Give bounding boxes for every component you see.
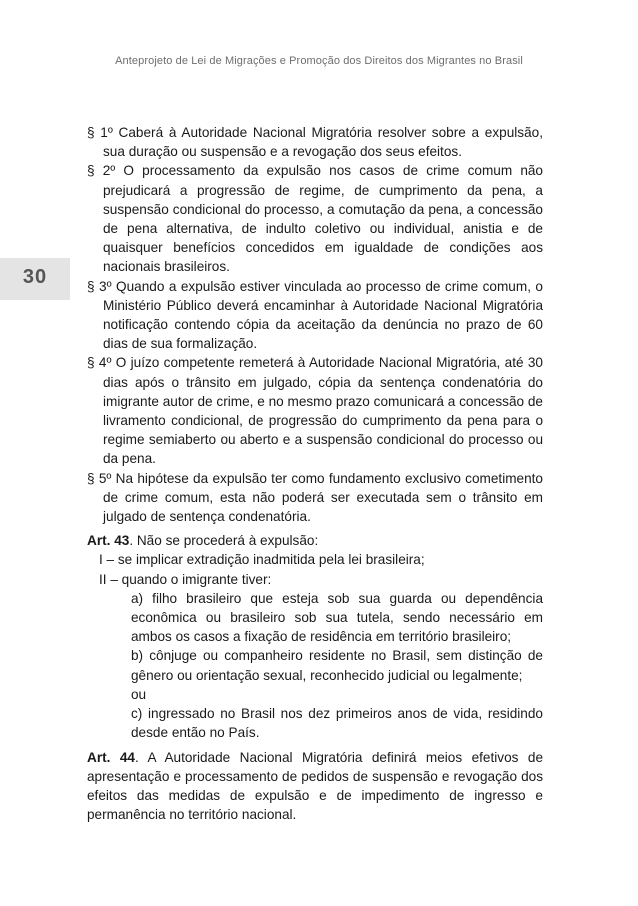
paragraph-5: § 5º Na hipótese da expulsão ter como fundamento exclusivo cometimento de crime comum, esta não poderá ser executada sem o trânsito em julgado de sentença condenatória. (87, 470, 543, 525)
article-44-label: Art. 44 (87, 749, 135, 765)
article-43-sub-a: a) filho brasileiro que esteja sob sua guarda ou dependência econômica ou brasileiro sob sua tutela, sendo necessário em ambos os casos a fixação de residência em território brasileiro; (131, 590, 543, 645)
article-44 (87, 748, 543, 825)
page-number: 30 (22, 266, 48, 288)
article-43-sub-or: ou (131, 686, 147, 702)
paragraph-1: § 1º Caberá à Autoridade Nacional Migratória resolver sobre a expulsão, sua duração ou suspensão e a revogação dos seus efeitos. (87, 125, 543, 160)
article-43-sub-b: b) cônjuge ou companheiro residente no Brasil, sem distinção de gênero ou orientação sexual, reconhecido judicial ou legalmente; (131, 648, 543, 683)
paragraph-4: § 4º O juízo competente remeterá à Autoridade Nacional Migratória, até 30 dias após o trânsito em julgado, cópia da sentença condenatória do imigrante autor de crime, e no mesmo prazo comunicará a concessão de livramento condicional, de progressão do cumprimento da pena para o regime semiaberto ou aberto e a suspensão condicional do processo ou da pena. (87, 355, 543, 467)
article-43 (87, 531, 543, 742)
article-43-item-ii: II – quando o imigrante tiver: (99, 571, 272, 587)
article-43-sub-c: c) ingressado no Brasil nos dez primeiros anos de vida, residindo desde então no País. (131, 706, 543, 741)
article-43-item-i: I – se implicar extradição inadmitida pela lei brasileira; (99, 552, 425, 568)
body-text (87, 123, 543, 824)
article-43-text: . Não se procederá à expulsão: (129, 533, 319, 549)
running-header: Anteprojeto de Lei de Migrações e Promoção dos Direitos dos Migrantes no Brasil (115, 55, 523, 67)
paragraph-3: § 3º Quando a expulsão estiver vinculada ao processo de crime comum, o Ministério Público deverá encaminhar à Autoridade Nacional Migratória notificação contendo cópia da aceitação da denúncia no prazo de 60 dias de sua formalização. (87, 278, 543, 352)
article-44-paragraph (87, 748, 543, 825)
paragraph-2: § 2º O processamento da expulsão nos casos de crime comum não prejudicará a progressão de regime, de cumprimento da pena, a suspensão condicional do processo, a comutação da pena, a concessão de pena alternativa, de indulto coletivo ou individual, anistia e de quaisquer benefícios concedidos em igualdade de condições aos nacionais brasileiros. (87, 163, 543, 275)
article-43-label: Art. 43 (87, 533, 130, 549)
article-43-heading (87, 531, 543, 550)
article-44-text: . A Autoridade Nacional Migratória definirá meios efetivos de apresentação e processamento de pedidos de suspensão e revogação dos efeitos das medidas de expulsão e de impedimento de ingresso e permanência no território nacional. (87, 749, 544, 823)
